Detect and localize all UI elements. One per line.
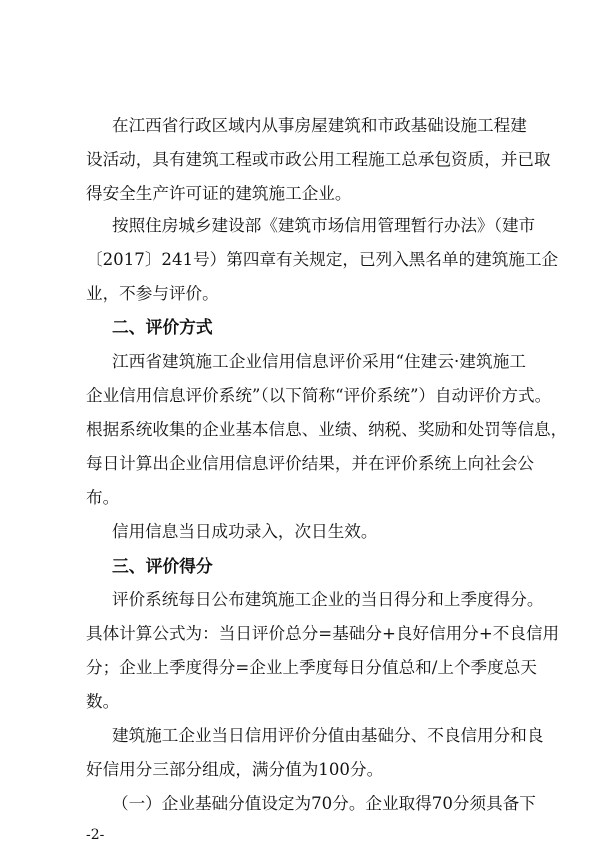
body-text-line: （一）企业基础分值设定为70分。企业取得70分须具备下: [112, 794, 536, 813]
body-text-line: 分；企业上季度得分=企业上季度每日分值总和/上个季度总天: [86, 658, 537, 677]
body-text-line: 建筑施工企业当日信用评价分值由基础分、不良信用分和良: [112, 726, 544, 745]
body-text-line: 信用信息当日成功录入，次日生效。: [112, 522, 378, 541]
section-heading-evaluation-method: 二、评价方式: [112, 317, 213, 337]
body-text-line: 设活动，具有建筑工程或市政公用工程施工总承包资质，并已取: [86, 150, 551, 169]
body-text-line: 评价系统每日公布建筑施工企业的当日得分和上季度得分。: [112, 590, 544, 609]
body-text-line: 布。: [86, 488, 120, 507]
body-text-line: 具体计算公式为：当日评价总分=基础分+良好信用分+不良信用: [86, 624, 560, 643]
section-heading-evaluation-score: 三、评价得分: [112, 556, 213, 576]
body-text-line: 每日计算出企业信用信息评价结果，并在评价系统上向社会公: [86, 454, 535, 473]
body-text-line: 〔2017〕241号）第四章有关规定，已列入黑名单的建筑施工企: [86, 250, 559, 269]
body-text-line: 根据系统收集的企业基本信息、业绩、纳税、奖励和处罚等信息，: [86, 420, 568, 439]
body-text-line: 按照住房城乡建设部《建筑市场信用管理暂行办法》（建市: [112, 216, 536, 235]
body-text-line: 在江西省行政区域内从事房屋建筑和市政基础设施工程建: [112, 116, 527, 135]
page-number: -2-: [86, 827, 105, 843]
body-text-line: 得安全生产许可证的建筑施工企业。: [86, 184, 352, 203]
body-text-line: 企业信用信息评价系统”（以下简称“评价系统”）自动评价方式。: [86, 386, 552, 405]
body-text-line: 好信用分三部分组成，满分值为100分。: [86, 760, 384, 779]
body-text-line: 数。: [86, 692, 120, 711]
body-text-line: 江西省建筑施工企业信用信息评价采用“住建云·建筑施工: [112, 352, 526, 371]
body-text-line: 业，不参与评价。: [86, 284, 219, 303]
